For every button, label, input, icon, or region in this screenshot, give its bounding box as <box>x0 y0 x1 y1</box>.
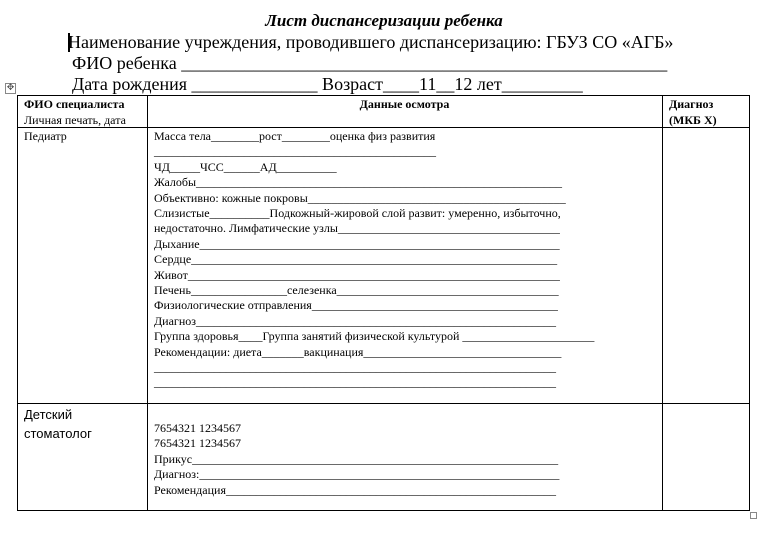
pediatric-exam-line: Группа здоровья____Группа занятий физической культурой ______________________ <box>154 329 595 344</box>
examination-table <box>17 95 750 511</box>
icd-code-subheader: (МКБ X) <box>669 113 717 127</box>
pediatric-exam-line: Физиологические отправления_________________________________________ <box>154 298 558 313</box>
child-name-line: ФИО ребенка ______________________________________________________ <box>72 53 668 73</box>
pediatric-exam-line: недостаточно. Лимфатические узлы_____________________________________ <box>154 221 560 236</box>
specialist-pediatrician: Педиатр <box>24 129 67 143</box>
pediatric-exam-line: ___________________________________________________________________ <box>154 390 556 403</box>
pediatric-exam-line: Слизистые__________Подкожный-жировой слой развит: умеренно, избыточно, <box>154 206 561 220</box>
pediatric-exam-line: Объективно: кожные покровы___________________________________________ <box>154 190 566 205</box>
pediatric-exam-line: Дыхание____________________________________________________________ <box>154 236 560 251</box>
pediatric-exam-line: Живот______________________________________________________________ <box>154 267 560 282</box>
column-divider <box>147 96 148 510</box>
dental-formula-line: 7654321 1234567 <box>154 421 241 435</box>
exam-data-column-header: Данные осмотра <box>359 97 450 111</box>
pediatric-exam-line: Масса тела________рост________оценка физ развития <box>154 129 436 143</box>
institution-line: Наименование учреждения, проводившего диспансеризацию: ГБУЗ СО «АГБ» <box>68 32 674 52</box>
dental-exam-line: Прикус_____________________________________________________________ <box>154 451 559 466</box>
pediatric-exam-line: Рекомендации: диета_______вакцинация_________________________________ <box>154 344 562 359</box>
dental-exam-line: Рекомендация_______________________________________________________ <box>154 482 556 497</box>
table-resize-handle[interactable] <box>750 512 757 519</box>
document-title: Лист диспансеризации ребенка <box>265 11 503 30</box>
pediatric-exam-line: _______________________________________________ <box>154 144 436 159</box>
column-divider <box>662 96 663 510</box>
table-move-handle-icon[interactable]: ✥ <box>6 83 15 93</box>
dental-exam-line: Диагноз:____________________________________________________________ <box>154 467 560 482</box>
stamp-date-subheader: Личная печать, дата <box>24 113 126 127</box>
dental-formula-line: 7654321 1234567 <box>154 436 241 451</box>
pediatric-exam-line: ___________________________________________________________________ <box>154 360 556 374</box>
specialist-dentist-line1: Детский <box>24 407 73 422</box>
birth-age-line: Дата рождения ______________ Возраст____11__12 лет_________ <box>72 74 583 94</box>
row-divider <box>18 127 749 128</box>
pediatric-exam-line: ___________________________________________________________________ <box>154 375 556 390</box>
row-divider <box>18 403 749 404</box>
pediatric-exam-line: Сердце_____________________________________________________________ <box>154 252 558 267</box>
pediatric-exam-line: Диагноз____________________________________________________________ <box>154 313 557 328</box>
diagnosis-column-header: Диагноз <box>669 97 714 111</box>
specialist-column-header: ФИО специалиста <box>24 97 125 111</box>
specialist-dentist-line2: стоматолог <box>24 426 92 441</box>
pediatric-exam-line: Печень________________селезенка_____________________________________ <box>154 283 559 297</box>
pediatric-exam-line: Жалобы_____________________________________________________________ <box>154 175 563 190</box>
pediatric-exam-line: ЧД_____ЧСС______АД__________ <box>154 159 337 174</box>
